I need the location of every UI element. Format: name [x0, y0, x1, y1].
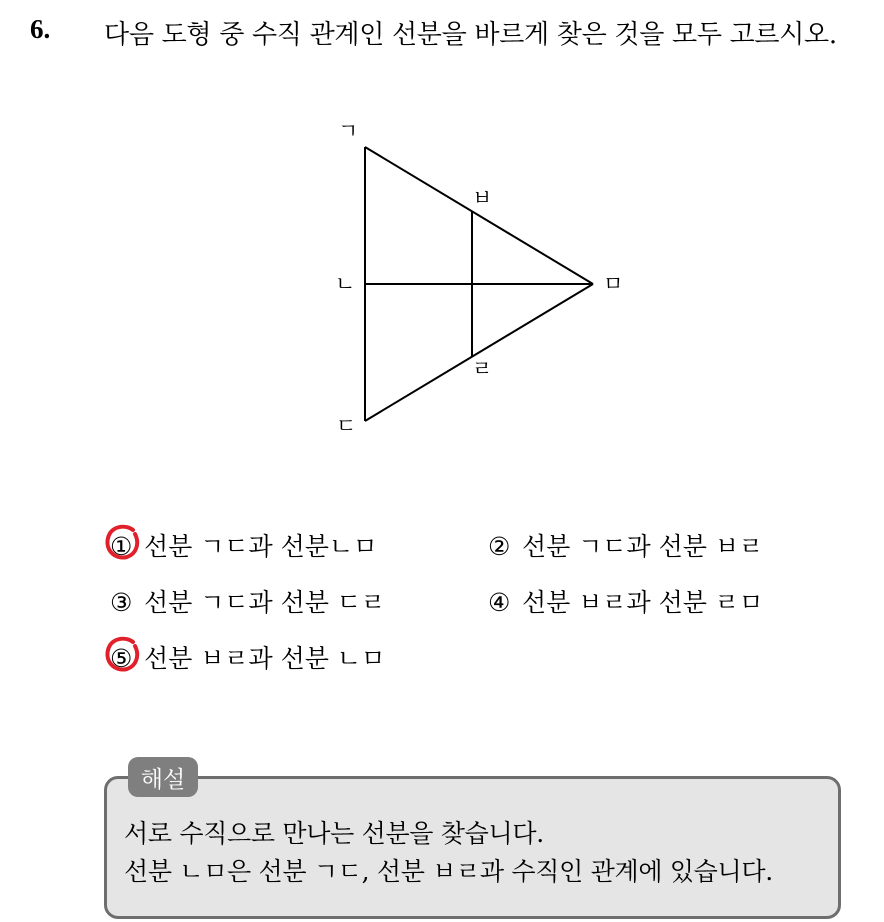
choice-5-text: 선분 ㅂㄹ과 선분 ㄴㅁ: [144, 644, 386, 673]
choice-1-number: ①: [110, 532, 133, 561]
explanation-line-1: 서로 수직으로 만나는 선분을 찾습니다.: [124, 819, 544, 848]
choice-4[interactable]: [488, 583, 763, 619]
label-giyeok: ㄱ: [338, 119, 359, 143]
label-nieun: ㄴ: [335, 272, 356, 296]
choice-2[interactable]: [488, 527, 763, 563]
explanation-tab: 해설: [128, 757, 198, 797]
choice-5[interactable]: [110, 639, 385, 675]
explanation-line-2: 선분 ㄴㅁ은 선분 ㄱㄷ, 선분 ㅂㄹ과 수직인 관계에 있습니다.: [124, 857, 773, 886]
label-mieum: ㅁ: [603, 272, 624, 296]
choice-4-number: ④: [488, 588, 511, 617]
choice-5-number: ⑤: [110, 644, 133, 673]
label-bieup: ㅂ: [472, 186, 493, 210]
choice-2-number: ②: [488, 532, 511, 561]
question-text: 다음 도형 중 수직 관계인 선분을 바르게 찾은 것을 모두 고르시오.: [104, 20, 837, 50]
segment-dm: [365, 284, 593, 421]
choice-1[interactable]: [110, 527, 377, 563]
choice-2-text: 선분 ㄱㄷ과 선분 ㅂㄹ: [522, 532, 764, 561]
label-rieul: ㄹ: [472, 357, 493, 381]
choice-1-text: 선분 ㄱㄷ과 선분ㄴㅁ: [144, 532, 378, 561]
label-digeut: ㄷ: [336, 414, 357, 438]
choice-3-number: ③: [110, 588, 133, 617]
question-number: 6.: [30, 14, 51, 44]
segment-gm: [365, 147, 593, 284]
choice-3-text: 선분 ㄱㄷ과 선분 ㄷㄹ: [144, 588, 386, 617]
choice-4-text: 선분 ㅂㄹ과 선분 ㄹㅁ: [522, 588, 764, 617]
choice-3[interactable]: [110, 583, 385, 619]
